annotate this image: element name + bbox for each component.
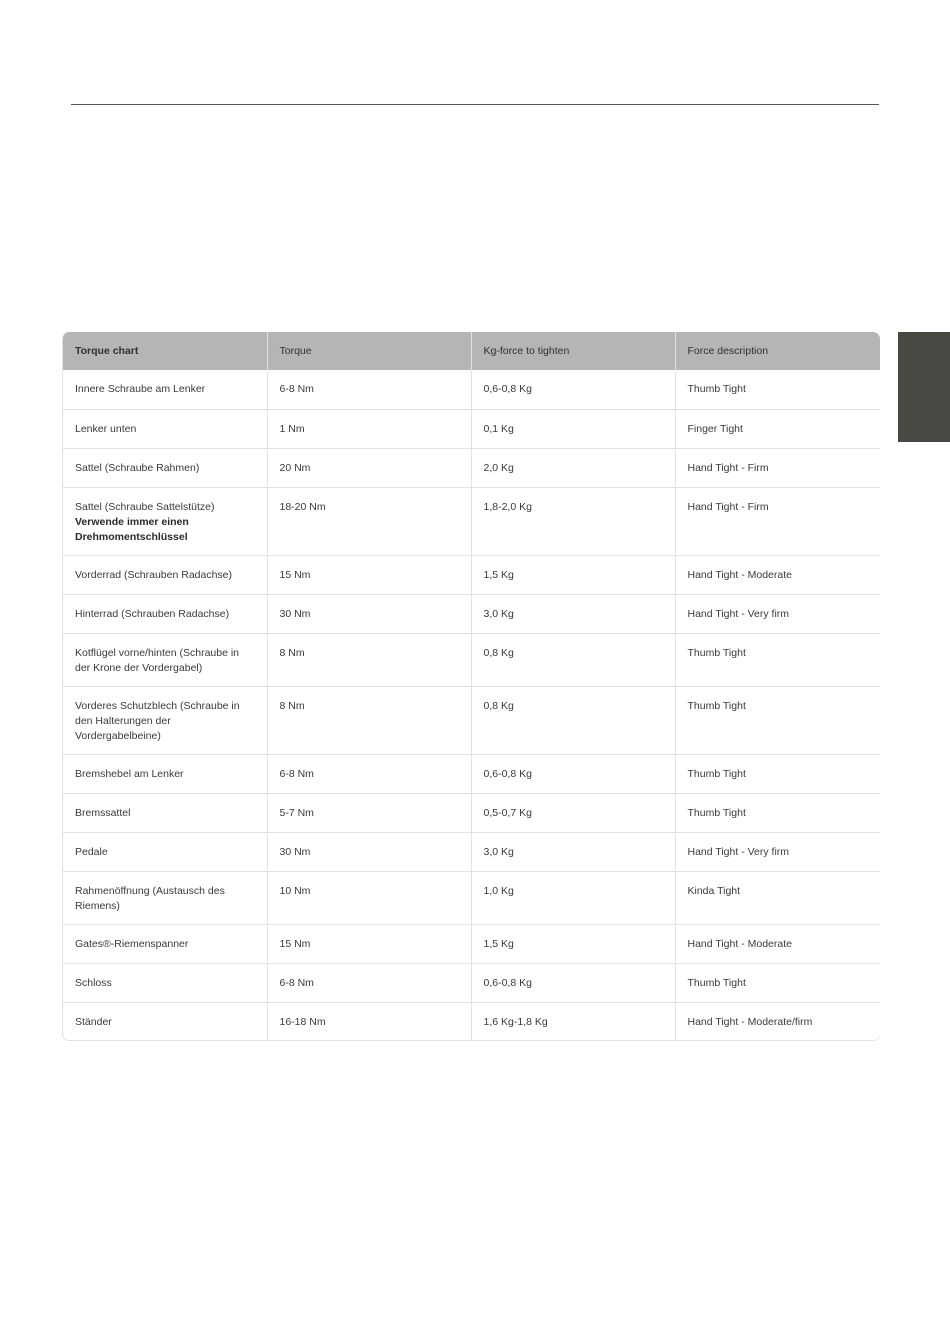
part-name: Vorderes Schutzblech (Schraube in den Halterungen der Vordergabelbeine) [75,699,240,742]
part-name: Sattel (Schraube Sattelstütze) [75,500,215,513]
table-row [63,594,880,633]
part-name: Lenker unten [75,422,137,435]
table-row [63,686,880,754]
cell-torque: 8 Nm [267,686,471,754]
cell-kg-force: 1,0 Kg [471,871,675,924]
cell-part [63,594,267,633]
cell-part [63,409,267,448]
cell-force-description: Hand Tight - Moderate [675,924,880,963]
table-row [63,487,880,555]
cell-force-description: Hand Tight - Moderate [675,555,880,594]
cell-torque: 30 Nm [267,832,471,871]
table-row [63,963,880,1002]
cell-kg-force: 0,8 Kg [471,633,675,686]
cell-kg-force: 1,5 Kg [471,924,675,963]
cell-torque: 30 Nm [267,594,471,633]
cell-torque: 15 Nm [267,924,471,963]
cell-kg-force: 3,0 Kg [471,832,675,871]
part-note: Verwende immer einen Drehmomentschlüssel [75,515,189,543]
header-row [63,332,880,370]
cell-force-description: Hand Tight - Moderate/firm [675,1002,880,1040]
table-row [63,871,880,924]
cell-force-description: Hand Tight - Very firm [675,594,880,633]
cell-force-description: Thumb Tight [675,754,880,793]
cell-force-description: Thumb Tight [675,633,880,686]
table-body [63,370,880,1040]
part-name: Bremssattel [75,806,131,819]
table-row [63,832,880,871]
table-row [63,924,880,963]
table-row [63,370,880,409]
cell-kg-force: 0,5-0,7 Kg [471,793,675,832]
cell-part [63,1002,267,1040]
part-name: Bremshebel am Lenker [75,767,184,780]
cell-force-description: Hand Tight - Firm [675,487,880,555]
cell-part [63,633,267,686]
part-name: Gates®-Riemenspanner [75,937,189,950]
table-row [63,448,880,487]
cell-kg-force: 1,5 Kg [471,555,675,594]
cell-part [63,924,267,963]
cell-part [63,370,267,409]
table-row [63,754,880,793]
cell-force-description: Thumb Tight [675,963,880,1002]
cell-kg-force: 1,8-2,0 Kg [471,487,675,555]
cell-part [63,793,267,832]
part-name: Sattel (Schraube Rahmen) [75,461,200,474]
cell-kg-force: 0,1 Kg [471,409,675,448]
cell-force-description: Hand Tight - Firm [675,448,880,487]
cell-force-description: Kinda Tight [675,871,880,924]
cell-force-description: Hand Tight - Very firm [675,832,880,871]
part-name: Hinterrad (Schrauben Radachse) [75,607,230,620]
header-torque-chart: Torque chart [63,332,267,370]
cell-kg-force: 3,0 Kg [471,594,675,633]
part-name: Kotflügel vorne/hinten (Schraube in der Krone der Vordergabel) [75,646,240,674]
cell-part [63,686,267,754]
cell-kg-force: 0,6-0,8 Kg [471,370,675,409]
cell-torque: 18-20 Nm [267,487,471,555]
cell-torque: 10 Nm [267,871,471,924]
cell-part [63,963,267,1002]
cell-force-description: Thumb Tight [675,686,880,754]
table-header [63,332,880,370]
top-divider-rule [71,104,879,105]
cell-torque: 1 Nm [267,409,471,448]
part-name: Vorderrad (Schrauben Radachse) [75,568,233,581]
cell-torque: 6-8 Nm [267,963,471,1002]
table-row [63,1002,880,1040]
section-tab-marker [898,332,950,442]
cell-torque: 6-8 Nm [267,370,471,409]
cell-part [63,871,267,924]
header-torque: Torque [267,332,471,370]
table-row [63,793,880,832]
torque-table [63,332,880,1040]
header-kg-force: Kg-force to tighten [471,332,675,370]
cell-force-description: Thumb Tight [675,370,880,409]
cell-kg-force: 0,6-0,8 Kg [471,963,675,1002]
cell-kg-force: 1,6 Kg-1,8 Kg [471,1002,675,1040]
table-row [63,633,880,686]
cell-torque: 6-8 Nm [267,754,471,793]
part-name: Pedale [75,845,108,858]
cell-kg-force: 2,0 Kg [471,448,675,487]
header-force-description: Force description [675,332,880,370]
cell-force-description: Finger Tight [675,409,880,448]
cell-kg-force: 0,8 Kg [471,686,675,754]
cell-torque: 5-7 Nm [267,793,471,832]
cell-kg-force: 0,6-0,8 Kg [471,754,675,793]
cell-part [63,754,267,793]
cell-part [63,832,267,871]
table-row [63,409,880,448]
cell-part [63,555,267,594]
cell-part [63,448,267,487]
part-name: Rahmenöffnung (Austausch des Riemens) [75,884,225,912]
cell-torque: 16-18 Nm [267,1002,471,1040]
cell-torque: 15 Nm [267,555,471,594]
table-row [63,555,880,594]
part-name: Innere Schraube am Lenker [75,383,206,395]
cell-torque: 20 Nm [267,448,471,487]
cell-torque: 8 Nm [267,633,471,686]
part-name: Ständer [75,1015,112,1028]
part-name: Schloss [75,976,112,989]
torque-table-container [62,332,880,1041]
cell-force-description: Thumb Tight [675,793,880,832]
cell-part [63,487,267,555]
